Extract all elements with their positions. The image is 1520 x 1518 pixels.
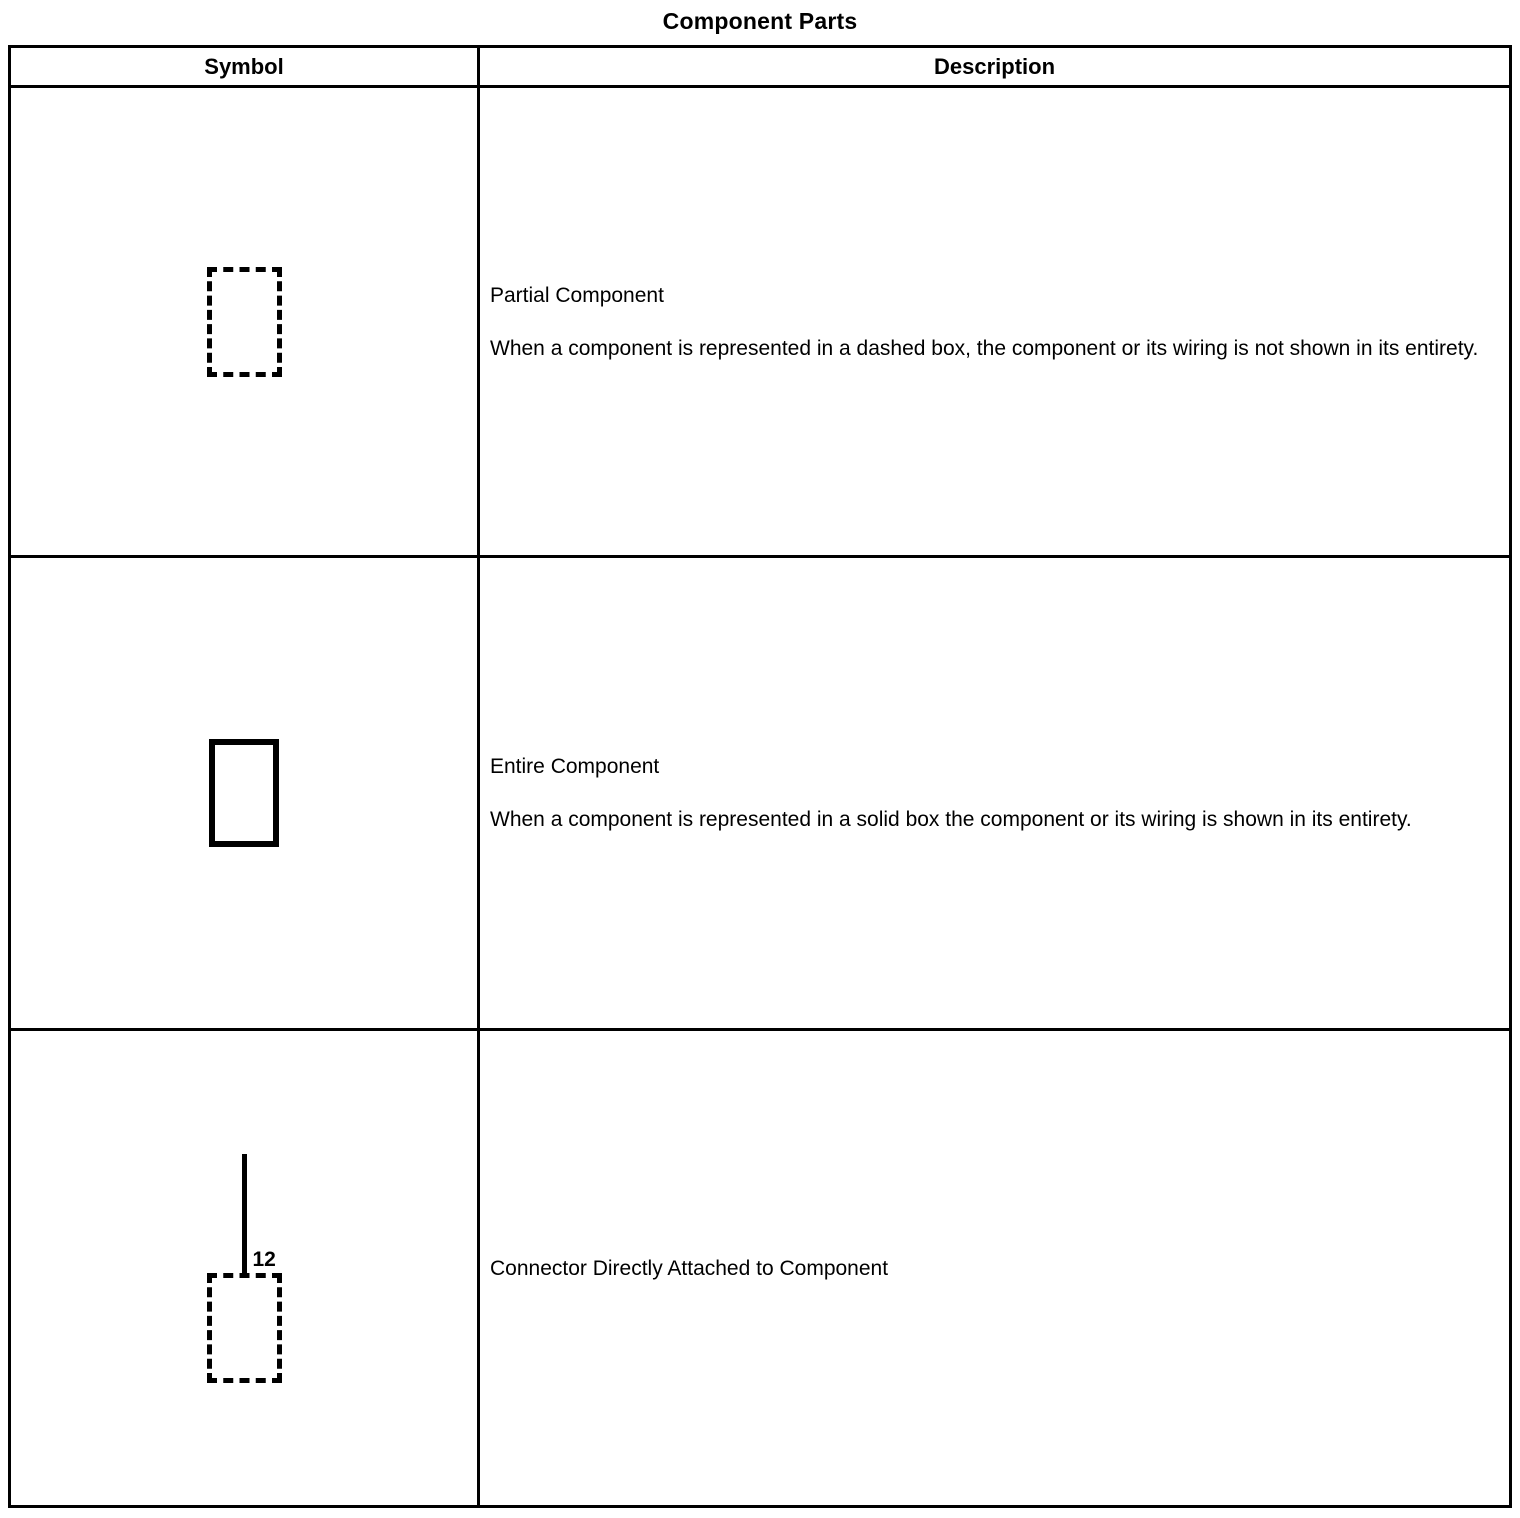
table-row-partial-component [11,88,1509,558]
component-parts-table [8,45,1512,1508]
column-header-description: Description [933,53,1056,79]
symbol-cell [11,88,480,555]
table-header-row [11,48,1509,88]
dashed-box-symbol [207,267,282,377]
row-title: Entire Component [490,755,660,778]
row-title: Connector Directly Attached to Component [490,1256,889,1280]
table-row-entire-component [11,558,1509,1031]
row-description: When a component is represented in a solid box the component or its wiring is shown in its entirety. [490,808,1412,831]
wire-line [242,1154,276,1274]
connector-symbol [207,1154,282,1383]
connector-dashed-box-symbol [207,1273,282,1383]
description-cell [480,88,1509,555]
column-header-symbol: Symbol [11,48,480,85]
page-title: Component Parts [662,8,858,34]
symbol-cell [11,1031,480,1505]
row-description: When a component is represented in a dashed box, the component or its wiring is not shown in its entirety. [490,336,1479,360]
row-title: Partial Component [490,283,664,307]
solid-box-symbol [209,739,279,847]
table-row-connector-attached [11,1031,1509,1505]
symbol-cell [11,558,480,1028]
pin-number-label: 12 [252,1247,276,1271]
description-cell [480,1031,1509,1505]
description-cell [480,558,1509,1028]
